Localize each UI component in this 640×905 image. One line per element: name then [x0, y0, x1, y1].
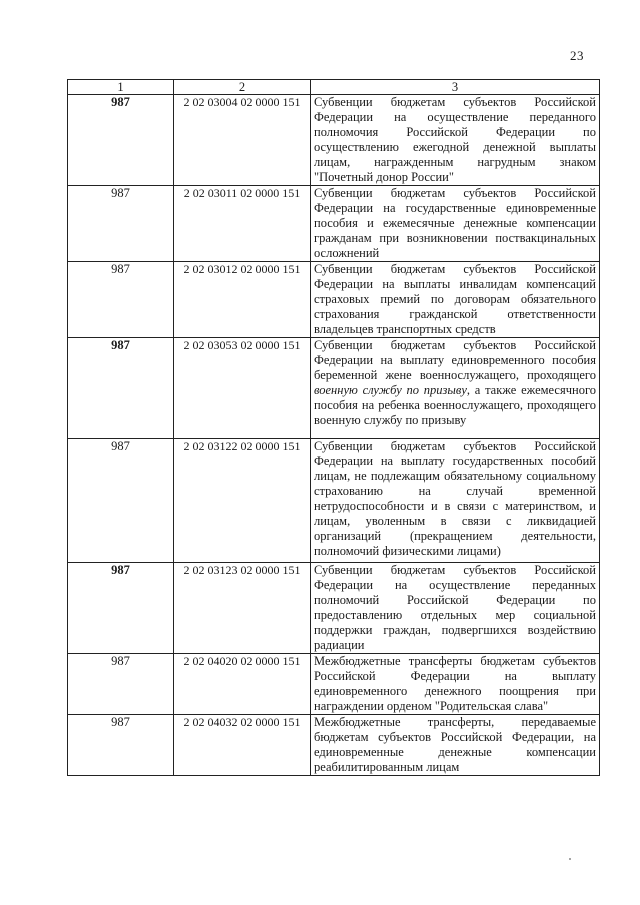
description-text: Субвенции бюджетам субъектов Российской Федерации на выплату единовременного пособия беременной жене военнослужащего, проходящего	[314, 338, 596, 382]
budget-code-cell: 2 02 03012 02 0000 151	[174, 262, 311, 338]
budget-code-cell: 2 02 03123 02 0000 151	[174, 563, 311, 654]
admin-code-cell: 987	[68, 186, 174, 262]
admin-code-cell: 987	[68, 715, 174, 776]
scan-speck	[569, 858, 571, 860]
table-row	[68, 186, 600, 262]
budget-code-cell: 2 02 03122 02 0000 151	[174, 439, 311, 563]
description-cell: Субвенции бюджетам субъектов Российской Федерации на осуществление переданных полномочий Российской Федерации по предоставлению отдельных мер социальной поддержки граждан, подвергшихся воздействию радиации	[311, 563, 600, 654]
table-row	[68, 563, 600, 654]
page-number: 23	[570, 48, 584, 63]
description-cell: Субвенции бюджетам субъектов Российской Федерации на выплаты инвалидам компенсаций страховых премий по договорам обязательного страхования гражданской ответственности владельцев транспортных средств	[311, 262, 600, 338]
description-cell: Субвенции бюджетам субъектов Российской Федерации на выплату государственных пособий лицам, не подлежащим обязательному социальному страхованию на случай временной нетрудоспособности и в связи с материнством, и лицам, уволенным в связи с ликвидацией организаций (прекращением деятельности, полномочий физическими лицами)	[311, 439, 600, 563]
description-cell: Межбюджетные трансферты бюджетам субъектов Российской Федерации на выплату единовременного денежного поощрения при награждении орденом "Родительская слава"	[311, 654, 600, 715]
admin-code-cell: 987	[68, 439, 174, 563]
description-cell: Субвенции бюджетам субъектов Российской Федерации на осуществление переданного полномочия Российской Федерации по осуществлению ежегодной денежной выплаты лицам, награжденным нагрудным знаком "Почетный донор России"	[311, 95, 600, 186]
admin-code-cell: 987	[68, 563, 174, 654]
column-header-code: 2	[174, 80, 311, 95]
budget-income-table	[67, 79, 600, 776]
table-row	[68, 262, 600, 338]
budget-code-cell: 2 02 04020 02 0000 151	[174, 654, 311, 715]
admin-code-cell: 987	[68, 95, 174, 186]
table-header-row	[68, 80, 600, 95]
admin-code-cell: 987	[68, 654, 174, 715]
description-italic-text: военную службу по призыву	[314, 383, 467, 397]
description-text: , а также ежемесячного пособия на ребенка военнослужащего, проходящего военную службу по призыву	[314, 383, 597, 427]
description-cell: Субвенции бюджетам субъектов Российской Федерации на государственные единовременные пособия и ежемесячные денежные компенсации гражданам при возникновении поствакцинальных осложнений	[311, 186, 600, 262]
column-header-description: 3	[311, 80, 600, 95]
table-row	[68, 654, 600, 715]
admin-code-cell: 987	[68, 262, 174, 338]
budget-code-cell: 2 02 03053 02 0000 151	[174, 338, 311, 439]
table-row	[68, 439, 600, 563]
budget-code-cell: 2 02 03011 02 0000 151	[174, 186, 311, 262]
column-header-admin: 1	[68, 80, 174, 95]
admin-code-cell: 987	[68, 338, 174, 439]
description-cell: Межбюджетные трансферты, передаваемые бюджетам субъектов Российской Федерации, на единовременные денежные компенсации реабилитированным лицам	[311, 715, 600, 776]
table-row	[68, 338, 600, 439]
budget-code-cell: 2 02 03004 02 0000 151	[174, 95, 311, 186]
description-cell	[311, 338, 600, 439]
table-row	[68, 95, 600, 186]
table-row	[68, 715, 600, 776]
budget-code-cell: 2 02 04032 02 0000 151	[174, 715, 311, 776]
